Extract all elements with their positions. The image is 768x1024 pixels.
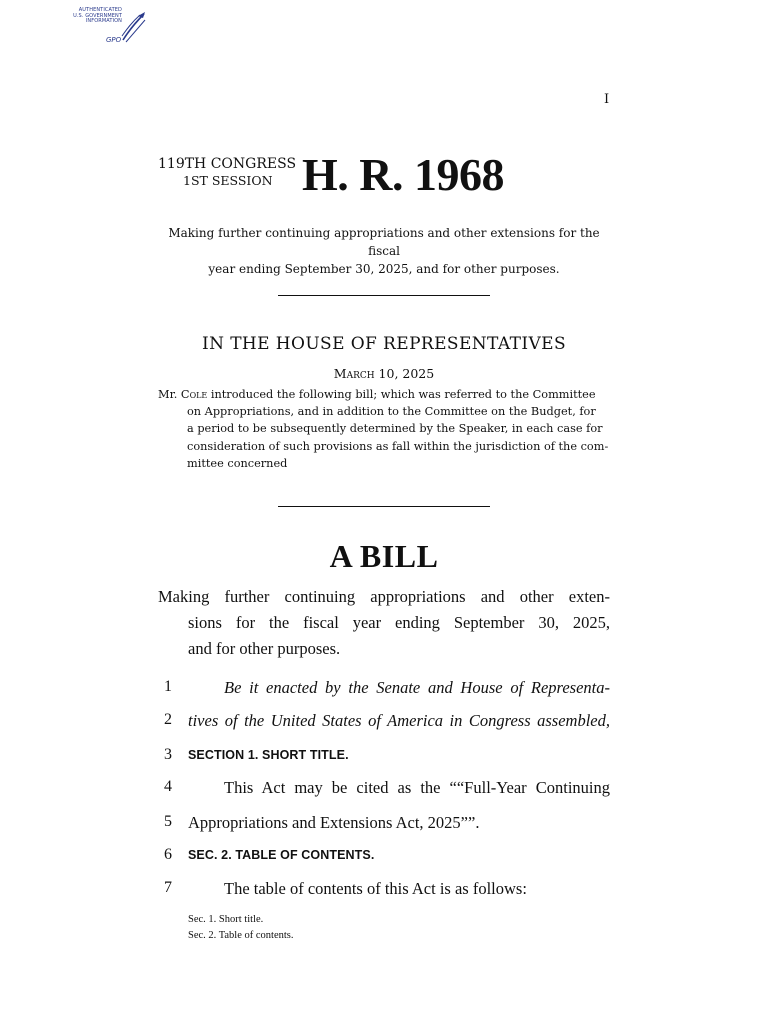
intro-text: introduced the following bill; which was referred to the Committee <box>207 388 596 401</box>
intro-line: mittee concerned <box>187 456 288 470</box>
line-number: 3 <box>164 746 172 763</box>
toc-entry: Sec. 2. Table of contents. <box>188 930 294 941</box>
line-number: 4 <box>164 778 172 795</box>
bill-number: H. R. 1968 <box>302 149 504 200</box>
toc-entry: Sec. 1. Short title. <box>188 914 264 925</box>
intro-line: consideration of such provisions as fall within the jurisdiction of the com- <box>187 439 609 453</box>
seal-line: U.S. GOVERNMENT <box>73 12 122 19</box>
intro-line: a period to be subsequently determined by the Speaker, in each case for <box>187 422 603 436</box>
body-text-line: This Act may be cited as the ““Full-Year Continuing <box>224 778 610 797</box>
session-label: 1ST SESSION <box>183 173 273 188</box>
short-description-line: Making further continuing appropriations and other extensions for the fiscal <box>168 226 600 258</box>
introduction-date: March 10, 2025 <box>333 366 435 381</box>
intro-line <box>158 386 612 403</box>
short-description-line: year ending September 30, 2025, and for other purposes. <box>208 262 560 276</box>
long-title-line: Making further continuing appropriations and other exten- <box>158 587 610 606</box>
introduction-paragraph <box>158 386 612 472</box>
long-title-line: and for other purposes. <box>188 639 341 658</box>
bill-heading: A BILL <box>329 538 439 574</box>
seal-text <box>62 8 122 25</box>
section-heading: SEC. 2. TABLE OF CONTENTS. <box>188 848 375 862</box>
body-text-line: The table of contents of this Act is as follows: <box>224 879 527 898</box>
line-number: 2 <box>164 711 172 728</box>
seal-line: INFORMATION <box>85 18 122 24</box>
eagle-icon <box>120 10 146 44</box>
section-heading: SECTION 1. SHORT TITLE. <box>188 748 349 762</box>
enacting-clause-line: Be it enacted by the Senate and House of Representa- <box>224 678 610 697</box>
page-marker: I <box>604 92 610 107</box>
sponsor-name: Cole <box>180 388 208 401</box>
intro-line: on Appropriations, and in addition to the Committee on the Budget, for <box>187 405 596 419</box>
divider <box>278 506 490 507</box>
short-description <box>158 224 610 278</box>
congress-number: 119TH CONGRESS <box>158 156 297 172</box>
body-text-line: Appropriations and Extensions Act, 2025””. <box>188 813 480 832</box>
seal-line: AUTHENTICATED <box>78 7 122 13</box>
enacting-clause-line: tives of the United States of America in Congress assembled, <box>188 711 610 730</box>
gpo-authentication-seal <box>62 6 146 48</box>
divider <box>278 295 490 296</box>
chamber-heading: IN THE HOUSE OF REPRESENTATIVES <box>202 334 566 354</box>
sponsor-prefix: Mr. <box>158 388 181 401</box>
long-title <box>158 584 610 662</box>
table-of-contents <box>188 912 294 944</box>
line-number: 7 <box>164 879 172 896</box>
line-number: 1 <box>164 678 172 695</box>
line-number: 5 <box>164 813 172 830</box>
long-title-line: sions for the fiscal year ending September 30, 2025, <box>188 613 610 632</box>
line-number: 6 <box>164 846 172 863</box>
seal-label: GPO <box>106 36 122 44</box>
